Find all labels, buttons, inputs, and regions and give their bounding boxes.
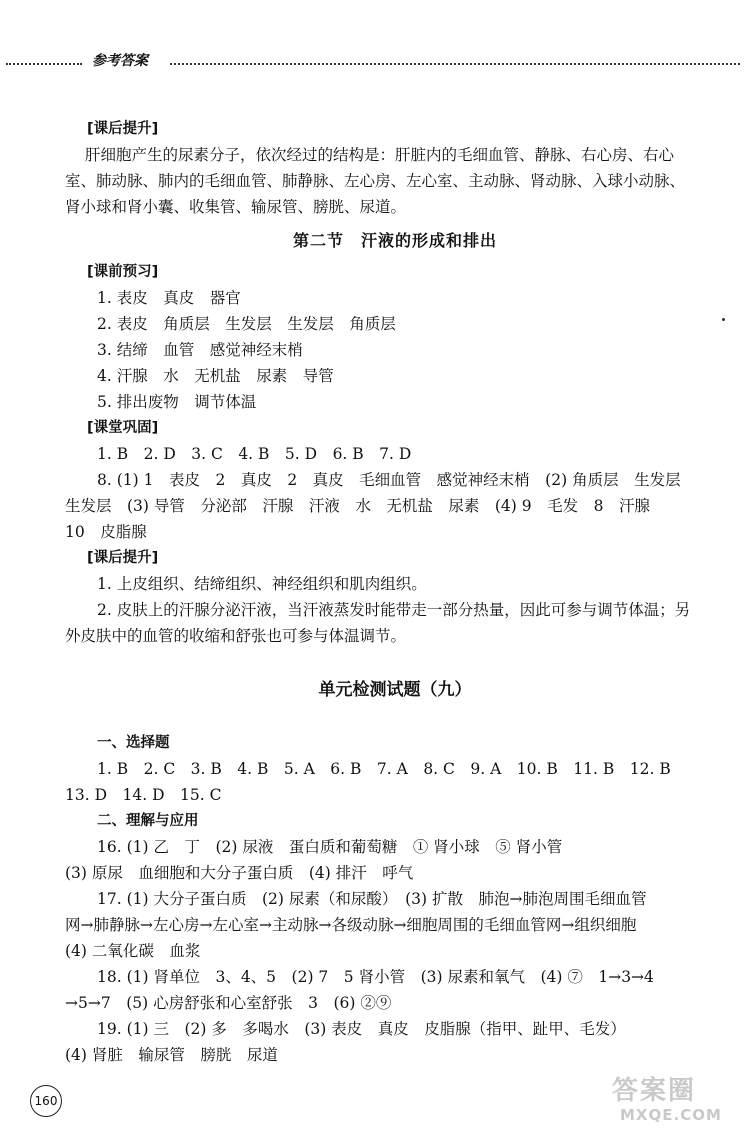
page-header	[0, 46, 750, 76]
watermark-text: 答案圈	[612, 1076, 697, 1106]
answer-line: 1. 表皮 真皮 器官	[97, 289, 241, 307]
unit-test-title: 单元检测试题（九）	[318, 680, 472, 700]
answer-paragraph: 肝细胞产生的尿素分子，依次经过的结构是：肝脏内的毛细血管、静脉、右心房、右心	[85, 146, 675, 164]
answer-line: 1. 上皮组织、结缔组织、神经组织和肌肉组织。	[97, 575, 427, 593]
watermark-url: MXQE.COM	[620, 1106, 722, 1124]
section-tag-after-class: [课后提升]	[87, 121, 159, 137]
answer-line: 1. B 2. D 3. C 4. B 5. D 6. B 7. D	[97, 445, 412, 463]
section-tag-consolidate: [课堂巩固]	[87, 420, 159, 436]
answer-line: 17. (1) 大分子蛋白质 (2) 尿素（和尿酸） (3) 扩散 肺泡→肺泡周围毛细血管	[97, 890, 647, 908]
header-dotted-rule-right	[170, 63, 740, 65]
answer-line: 10 皮脂腺	[65, 523, 147, 541]
answer-line: 8. (1) 1 表皮 2 真皮 2 真皮 毛细血管 感觉神经末梢 (2) 角质层 生发层	[97, 471, 681, 489]
answer-line: 2. 皮肤上的汗腺分泌汗液，当汗液蒸发时能带走一部分热量，因此可参与调节体温；另	[97, 601, 691, 619]
answer-line: 5. 排出废物 调节体温	[97, 393, 257, 411]
page-number: 160	[30, 1085, 62, 1117]
answer-line: 2. 表皮 角质层 生发层 生发层 角质层	[97, 315, 396, 333]
question-heading: 二、理解与应用	[97, 813, 199, 829]
answer-line: 16. (1) 乙 丁 (2) 尿液 蛋白质和葡萄糖 ① 肾小球 ⑤ 肾小管	[97, 838, 563, 856]
section-title: 第二节 汗液的形成和排出	[292, 231, 497, 250]
answer-line: (4) 二氧化碳 血浆	[65, 942, 201, 960]
answer-line: 13. D 14. D 15. C	[65, 786, 222, 804]
section-tag-after-class: [课后提升]	[87, 550, 159, 566]
answer-line: (3) 原尿 血细胞和大分子蛋白质 (4) 排汗 呼气	[65, 864, 414, 882]
watermark-logo	[612, 1076, 744, 1128]
answer-line: 外皮肤中的血管的收缩和舒张也可参与体温调节。	[65, 627, 407, 645]
question-heading: 一、选择题	[97, 735, 170, 751]
answer-line: (4) 肾脏 输尿管 膀胱 尿道	[65, 1046, 278, 1064]
answer-line: 18. (1) 肾单位 3、4、5 (2) 7 5 肾小管 (3) 尿素和氧气 (4) ⑦ 1→3→4	[97, 968, 654, 986]
answer-line: 1. B 2. C 3. B 4. B 5. A 6. B 7. A 8. C 9. A 10. B 11. B 12. B	[97, 760, 671, 778]
section-tag-preview: [课前预习]	[87, 264, 159, 280]
answer-line: 4. 汗腺 水 无机盐 尿素 导管	[97, 367, 334, 385]
answer-line: 3. 结缔 血管 感觉神经末梢	[97, 341, 303, 359]
header-dotted-rule-left	[6, 63, 82, 65]
answer-line: 19. (1) 三 (2) 多 多喝水 (3) 表皮 真皮 皮脂腺（指甲、趾甲、毛发）	[97, 1020, 626, 1038]
answer-paragraph: 肾小球和肾小囊、收集管、输尿管、膀胱、尿道。	[65, 198, 407, 216]
header-title: 参考答案	[92, 53, 148, 69]
answer-line: 网→肺静脉→左心房→左心室→主动脉→各级动脉→细胞周围的毛细血管网→组织细胞	[65, 916, 637, 934]
answer-line: →5→7 (5) 心房舒张和心室舒张 3 (6) ②⑨	[65, 994, 392, 1012]
answer-line: 生发层 (3) 导管 分泌部 汗腺 汗液 水 无机盐 尿素 (4) 9 毛发 8 汗腺	[65, 497, 650, 515]
answer-paragraph: 室、肺动脉、肺内的毛细血管、肺静脉、左心房、左心室、主动脉、肾动脉、入球小动脉、	[65, 172, 686, 190]
page-content	[65, 116, 725, 1068]
